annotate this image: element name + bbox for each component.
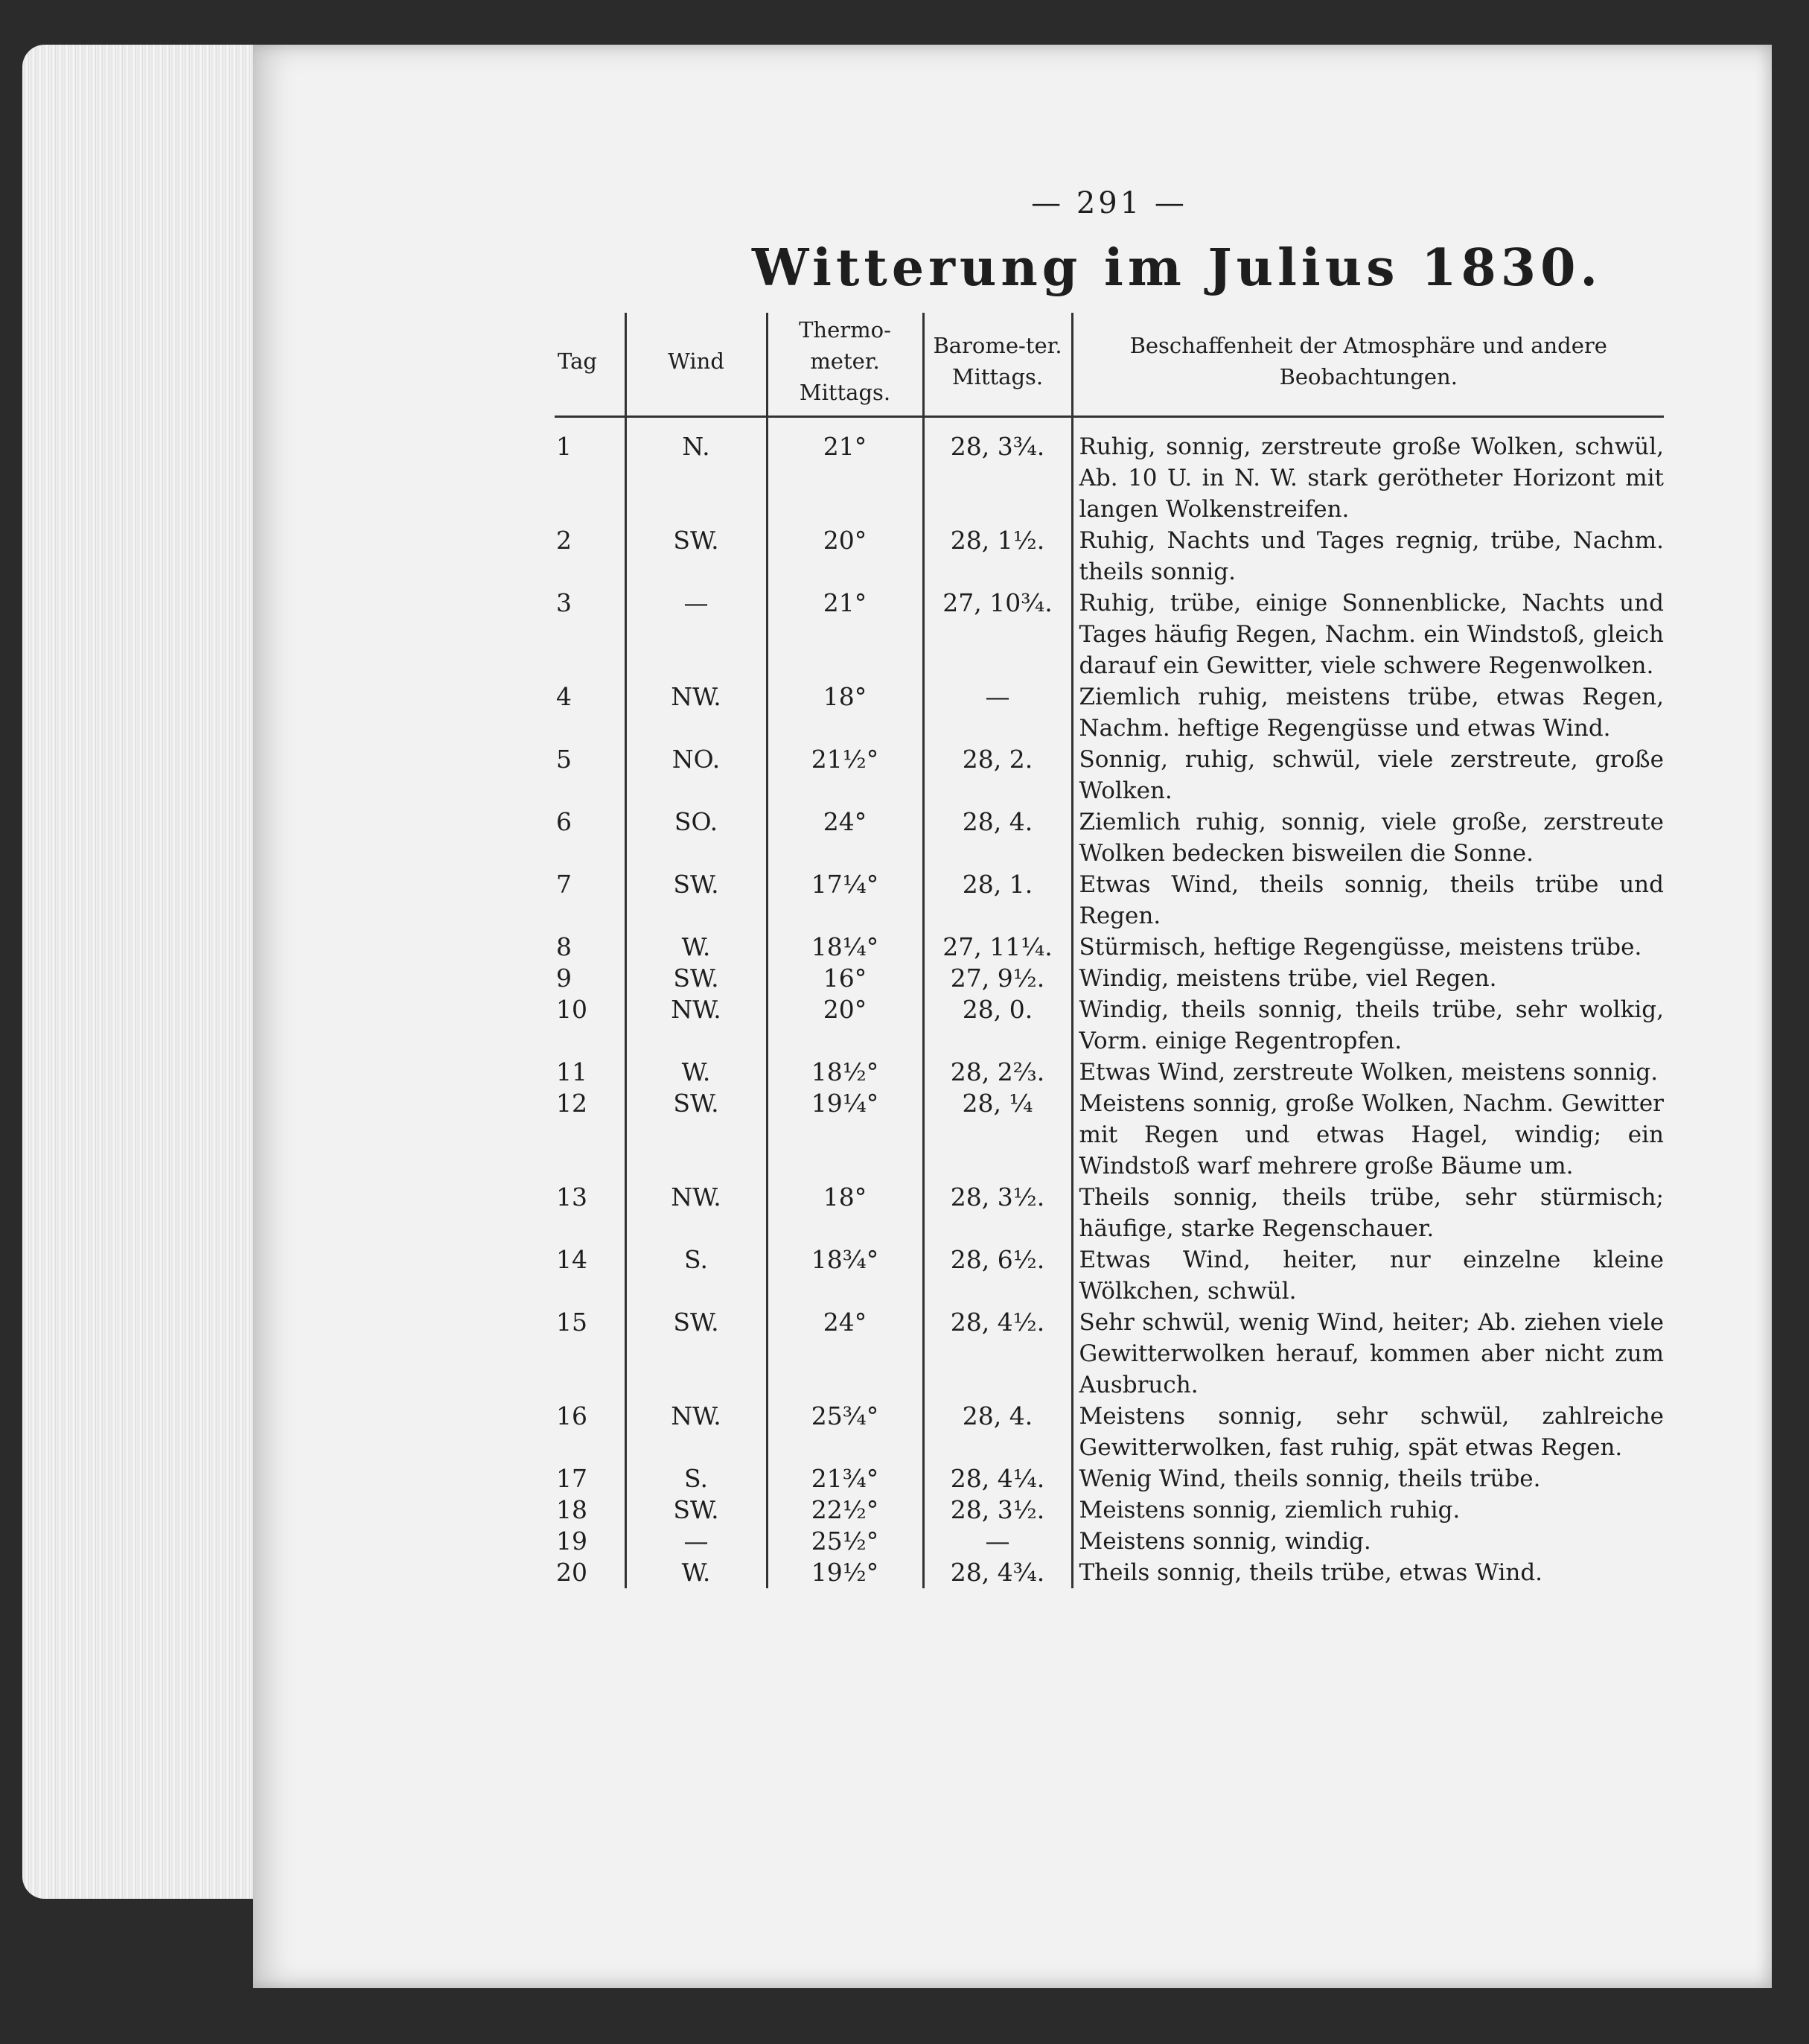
observation-cell: Theils sonnig, theils trübe, sehr stürmisch; häufige, starke Regenschauer. bbox=[1072, 1182, 1664, 1244]
wind-cell: — bbox=[625, 1526, 767, 1557]
thermometer-cell: 16° bbox=[767, 963, 923, 994]
wind-cell: W. bbox=[625, 932, 767, 963]
thermometer-cell: 20° bbox=[767, 525, 923, 588]
barometer-cell: 28, 3½. bbox=[923, 1182, 1072, 1244]
observation-cell: Meistens sonnig, große Wolken, Nachm. Gewitter mit Regen und etwas Hagel, windig; ein Windstoß warf mehrere große Bäume um. bbox=[1072, 1088, 1664, 1182]
table-row bbox=[555, 1057, 1664, 1088]
header-thermometer: Thermo-meter. Mittags. bbox=[767, 313, 923, 417]
observation-cell: Windig, theils sonnig, theils trübe, sehr wolkig, Vorm. einige Regentropfen. bbox=[1072, 994, 1664, 1057]
day-cell: 17 bbox=[556, 1464, 587, 1493]
thermometer-cell: 25½° bbox=[767, 1526, 923, 1557]
observation-cell: Ziemlich ruhig, meistens trübe, etwas Regen, Nachm. heftige Regengüsse und etwas Wind. bbox=[1072, 681, 1664, 744]
wind-cell: SW. bbox=[625, 525, 767, 588]
wind-cell: SW. bbox=[625, 963, 767, 994]
table-row bbox=[555, 1244, 1664, 1307]
wind-cell: W. bbox=[625, 1057, 767, 1088]
table-header-row bbox=[555, 313, 1664, 417]
thermometer-cell: 19¼° bbox=[767, 1088, 923, 1182]
thermometer-cell: 19½° bbox=[767, 1557, 923, 1588]
thermometer-cell: 21° bbox=[767, 417, 923, 526]
thermometer-cell: 21° bbox=[767, 588, 923, 681]
weather-table bbox=[555, 313, 1664, 1588]
thermometer-cell: 21¾° bbox=[767, 1463, 923, 1494]
observation-cell: Ziemlich ruhig, sonnig, viele große, zerstreute Wolken bedecken bisweilen die Sonne. bbox=[1072, 806, 1664, 869]
day-cell: 5 bbox=[556, 745, 572, 774]
day-cell: 1 bbox=[556, 432, 572, 461]
wind-cell: NO. bbox=[625, 744, 767, 806]
thermometer-cell: 18½° bbox=[767, 1057, 923, 1088]
day-cell: 16 bbox=[556, 1401, 587, 1430]
barometer-cell: 27, 11¼. bbox=[923, 932, 1072, 963]
table-row bbox=[555, 1463, 1664, 1494]
thermometer-cell: 20° bbox=[767, 994, 923, 1057]
header-barometer: Barome-ter. Mittags. bbox=[923, 313, 1072, 417]
wind-cell: N. bbox=[625, 417, 767, 526]
observation-cell: Sehr schwül, wenig Wind, heiter; Ab. ziehen viele Gewitterwolken herauf, kommen aber nicht zum Ausbruch. bbox=[1072, 1307, 1664, 1401]
barometer-cell: 27, 9½. bbox=[923, 963, 1072, 994]
barometer-cell: 28, 1½. bbox=[923, 525, 1072, 588]
observation-cell: Stürmisch, heftige Regengüsse, meistens trübe. bbox=[1072, 932, 1664, 963]
day-cell: 10 bbox=[556, 995, 587, 1024]
day-cell: 18 bbox=[556, 1495, 587, 1524]
observation-cell: Sonnig, ruhig, schwül, viele zerstreute, große Wolken. bbox=[1072, 744, 1664, 806]
wind-cell: SO. bbox=[625, 806, 767, 869]
barometer-cell: 28, 4¾. bbox=[923, 1557, 1072, 1588]
thermometer-cell: 25¾° bbox=[767, 1401, 923, 1463]
wind-cell: SW. bbox=[625, 869, 767, 932]
wind-cell: — bbox=[625, 588, 767, 681]
wind-cell: NW. bbox=[625, 994, 767, 1057]
barometer-cell: 28, 3½. bbox=[923, 1494, 1072, 1526]
barometer-cell: 28, 4. bbox=[923, 1401, 1072, 1463]
barometer-cell: — bbox=[923, 681, 1072, 744]
book-page-edges bbox=[22, 45, 261, 1899]
observation-cell: Etwas Wind, heiter, nur einzelne kleine Wölkchen, schwül. bbox=[1072, 1244, 1664, 1307]
day-cell: 2 bbox=[556, 526, 572, 555]
thermometer-cell: 21½° bbox=[767, 744, 923, 806]
table-row bbox=[555, 1557, 1664, 1588]
day-cell: 7 bbox=[556, 870, 572, 899]
table-row bbox=[555, 963, 1664, 994]
table-row bbox=[555, 869, 1664, 932]
thermometer-cell: 24° bbox=[767, 806, 923, 869]
barometer-cell: 28, 4. bbox=[923, 806, 1072, 869]
day-cell: 19 bbox=[556, 1526, 587, 1556]
wind-cell: NW. bbox=[625, 1182, 767, 1244]
barometer-cell: 28, 3¾. bbox=[923, 417, 1072, 526]
thermometer-cell: 17¼° bbox=[767, 869, 923, 932]
day-cell: 8 bbox=[556, 932, 572, 961]
observation-cell: Ruhig, trübe, einige Sonnenblicke, Nachts und Tages häufig Regen, Nachm. ein Windstoß, gleich darauf ein Gewitter, viele schwere Regenwolken. bbox=[1072, 588, 1664, 681]
table-row bbox=[555, 806, 1664, 869]
barometer-cell: 28, 2⅔. bbox=[923, 1057, 1072, 1088]
thermometer-cell: 18° bbox=[767, 1182, 923, 1244]
observation-cell: Etwas Wind, theils sonnig, theils trübe und Regen. bbox=[1072, 869, 1664, 932]
table-row bbox=[555, 744, 1664, 806]
day-cell: 15 bbox=[556, 1308, 587, 1337]
day-cell: 3 bbox=[556, 588, 572, 617]
day-cell: 13 bbox=[556, 1182, 587, 1212]
barometer-cell: 27, 10¾. bbox=[923, 588, 1072, 681]
table-row bbox=[555, 1401, 1664, 1463]
barometer-cell: 28, 4½. bbox=[923, 1307, 1072, 1401]
observation-cell: Windig, meistens trübe, viel Regen. bbox=[1072, 963, 1664, 994]
wind-cell: SW. bbox=[625, 1494, 767, 1526]
barometer-cell: 28, 2. bbox=[923, 744, 1072, 806]
observation-cell: Wenig Wind, theils sonnig, theils trübe. bbox=[1072, 1463, 1664, 1494]
observation-cell: Meistens sonnig, ziemlich ruhig. bbox=[1072, 1494, 1664, 1526]
table-row bbox=[555, 1526, 1664, 1557]
observation-cell: Theils sonnig, theils trübe, etwas Wind. bbox=[1072, 1557, 1664, 1588]
table-row bbox=[555, 681, 1664, 744]
wind-cell: SW. bbox=[625, 1307, 767, 1401]
observation-cell: Ruhig, Nachts und Tages regnig, trübe, Nachm. theils sonnig. bbox=[1072, 525, 1664, 588]
thermometer-cell: 18° bbox=[767, 681, 923, 744]
day-cell: 6 bbox=[556, 807, 572, 836]
thermometer-cell: 24° bbox=[767, 1307, 923, 1401]
day-cell: 12 bbox=[556, 1089, 587, 1118]
wind-cell: S. bbox=[625, 1244, 767, 1307]
day-cell: 9 bbox=[556, 964, 572, 993]
observation-cell: Ruhig, sonnig, zerstreute große Wolken, schwül, Ab. 10 U. in N. W. stark gerötheter Horizont mit langen Wolkenstreifen. bbox=[1072, 417, 1664, 526]
barometer-cell: — bbox=[923, 1526, 1072, 1557]
wind-cell: NW. bbox=[625, 681, 767, 744]
header-wind: Wind bbox=[625, 313, 767, 417]
barometer-cell: 28, 0. bbox=[923, 994, 1072, 1057]
barometer-cell: 28, 1. bbox=[923, 869, 1072, 932]
thermometer-cell: 22½° bbox=[767, 1494, 923, 1526]
day-cell: 4 bbox=[556, 682, 572, 711]
thermometer-cell: 18¼° bbox=[767, 932, 923, 963]
header-beobachtungen: Beschaffenheit der Atmosphäre und andere Beobachtungen. bbox=[1072, 313, 1664, 417]
day-cell: 20 bbox=[556, 1558, 587, 1587]
barometer-cell: 28, 6½. bbox=[923, 1244, 1072, 1307]
table-body bbox=[555, 417, 1664, 1589]
barometer-cell: 28, 4¼. bbox=[923, 1463, 1072, 1494]
weather-table-container bbox=[555, 313, 1664, 1588]
observation-cell: Meistens sonnig, windig. bbox=[1072, 1526, 1664, 1557]
table-row bbox=[555, 1307, 1664, 1401]
page-title: Witterung im Julius 1830. bbox=[752, 238, 1603, 298]
day-cell: 14 bbox=[556, 1245, 587, 1274]
wind-cell: S. bbox=[625, 1463, 767, 1494]
thermometer-cell: 18¾° bbox=[767, 1244, 923, 1307]
wind-cell: SW. bbox=[625, 1088, 767, 1182]
wind-cell: NW. bbox=[625, 1401, 767, 1463]
observation-cell: Etwas Wind, zerstreute Wolken, meistens sonnig. bbox=[1072, 1057, 1664, 1088]
table-row bbox=[555, 525, 1664, 588]
table-row bbox=[555, 994, 1664, 1057]
day-cell: 11 bbox=[556, 1057, 587, 1086]
wind-cell: W. bbox=[625, 1557, 767, 1588]
observation-cell: Meistens sonnig, sehr schwül, zahlreiche Gewitterwolken, fast ruhig, spät etwas Regen. bbox=[1072, 1401, 1664, 1463]
table-row bbox=[555, 1494, 1664, 1526]
table-row bbox=[555, 417, 1664, 526]
barometer-cell: 28, ¼ bbox=[923, 1088, 1072, 1182]
table-row bbox=[555, 588, 1664, 681]
table-row bbox=[555, 1182, 1664, 1244]
page-number: — 291 — bbox=[1031, 186, 1187, 220]
header-tag: Tag bbox=[555, 313, 625, 417]
table-row bbox=[555, 932, 1664, 963]
table-row bbox=[555, 1088, 1664, 1182]
